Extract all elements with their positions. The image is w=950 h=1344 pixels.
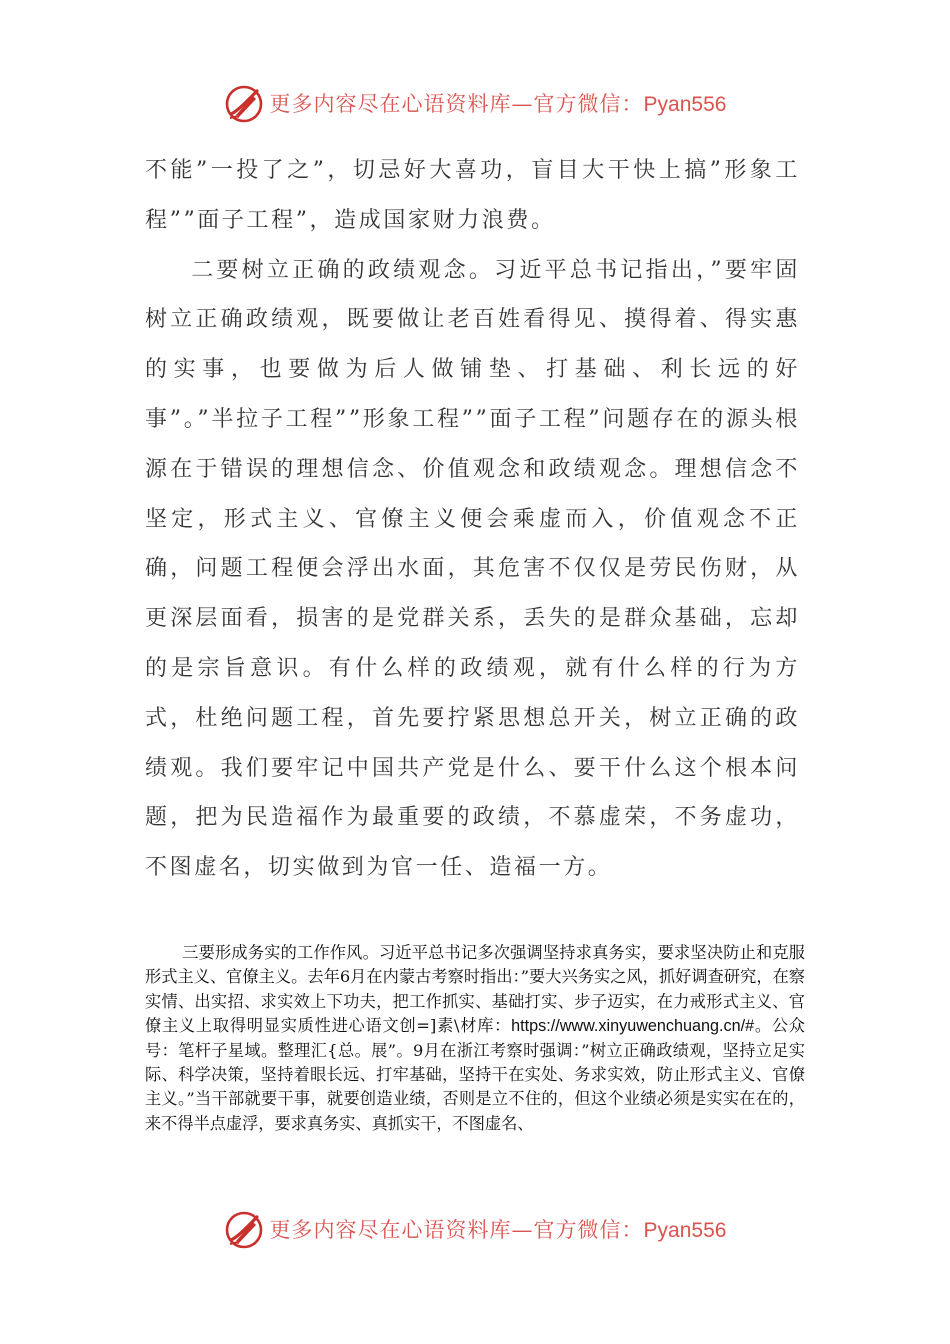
paragraph-3-part-1: 三要形成务实的工作作风。习近平总书记多次强调坚持求真务实，要求坚决防止和克服形式主义、官僚主义。去年6月在内蒙古考察时指出：”要大兴务实之风，抓好调查研究，在察实情、出实招、求实效上下功夫，把工作抓实、基础打实、步子迈实，在力戒形式主义、官僚主义上取得明显实质性进心语文创=]素\材库：	[145, 943, 805, 1036]
paragraph-2: 二要树立正确的政绩观念。习近平总书记指出，”要牢固树立正确政绩观，既要做让老百姓看得见、摸得着、得实惠的实事，也要做为后人做铺垫、打基础、利长远的好事”。”半拉子工程””形象工程””面子工程”问题存在的源头根源在于错误的理想信念、价值观念和政绩观念。理想信念不坚定，形式主义、官僚主义便会乘虚而入，价值观念不正确，问题工程便会浮出水面，其危害不仅仅是劳民伤财，从更深层面看，损害的是党群关系，丢失的是群众基础，忘却的是宗旨意识。有什么样的政绩观，就有什么样的行为方式，杜绝问题工程，首先要拧紧思想总开关，树立正确的政绩观。我们要牢记中国共产党是什么、要干什么这个根本问题，把为民造福作为最重要的政绩，不慕虚荣，不务虚功，不图虚名，切实做到为官一任、造福一方。	[145, 257, 800, 881]
banner-text	[269, 91, 727, 116]
document-body	[145, 146, 800, 893]
brand-text: 更多内容尽在心语资料库—官方微信：	[269, 91, 644, 116]
pen-brush-logo-icon	[224, 1210, 264, 1250]
wechat-id: Pyan556	[643, 1218, 727, 1242]
footer-banner	[0, 1206, 950, 1254]
document-body-small	[145, 941, 805, 1136]
paragraph-3-part-2: 。公众号：笔杆子星域。整理汇{总。展”。9月在浙江考察时强调：”树立正确政绩观，坚持立足实际、科学决策，坚持着眼长远、打牢基础，坚持干在实处、务求实效，防止形式主义、官僚主义。”当干部就要干事，就要创造业绩，否则是立不住的，但这个业绩必须是实实在在的，来不得半点虚浮，要求真务实、真抓实干，不图虚名、	[145, 1016, 805, 1133]
wechat-id: Pyan556	[643, 92, 727, 116]
paragraph-1: 不能”一投了之”，切忌好大喜功，盲目大干快上搞”形象工程””面子工程”，造成国家财力浪费。	[145, 158, 800, 233]
banner-text	[269, 1217, 727, 1242]
pen-brush-logo-icon	[224, 84, 264, 124]
header-banner	[0, 80, 950, 128]
brand-text: 更多内容尽在心语资料库—官方微信：	[269, 1217, 644, 1242]
paragraph-3	[145, 941, 805, 1136]
source-url: https://www.xinyuwenchuang.cn/#	[511, 1017, 755, 1036]
